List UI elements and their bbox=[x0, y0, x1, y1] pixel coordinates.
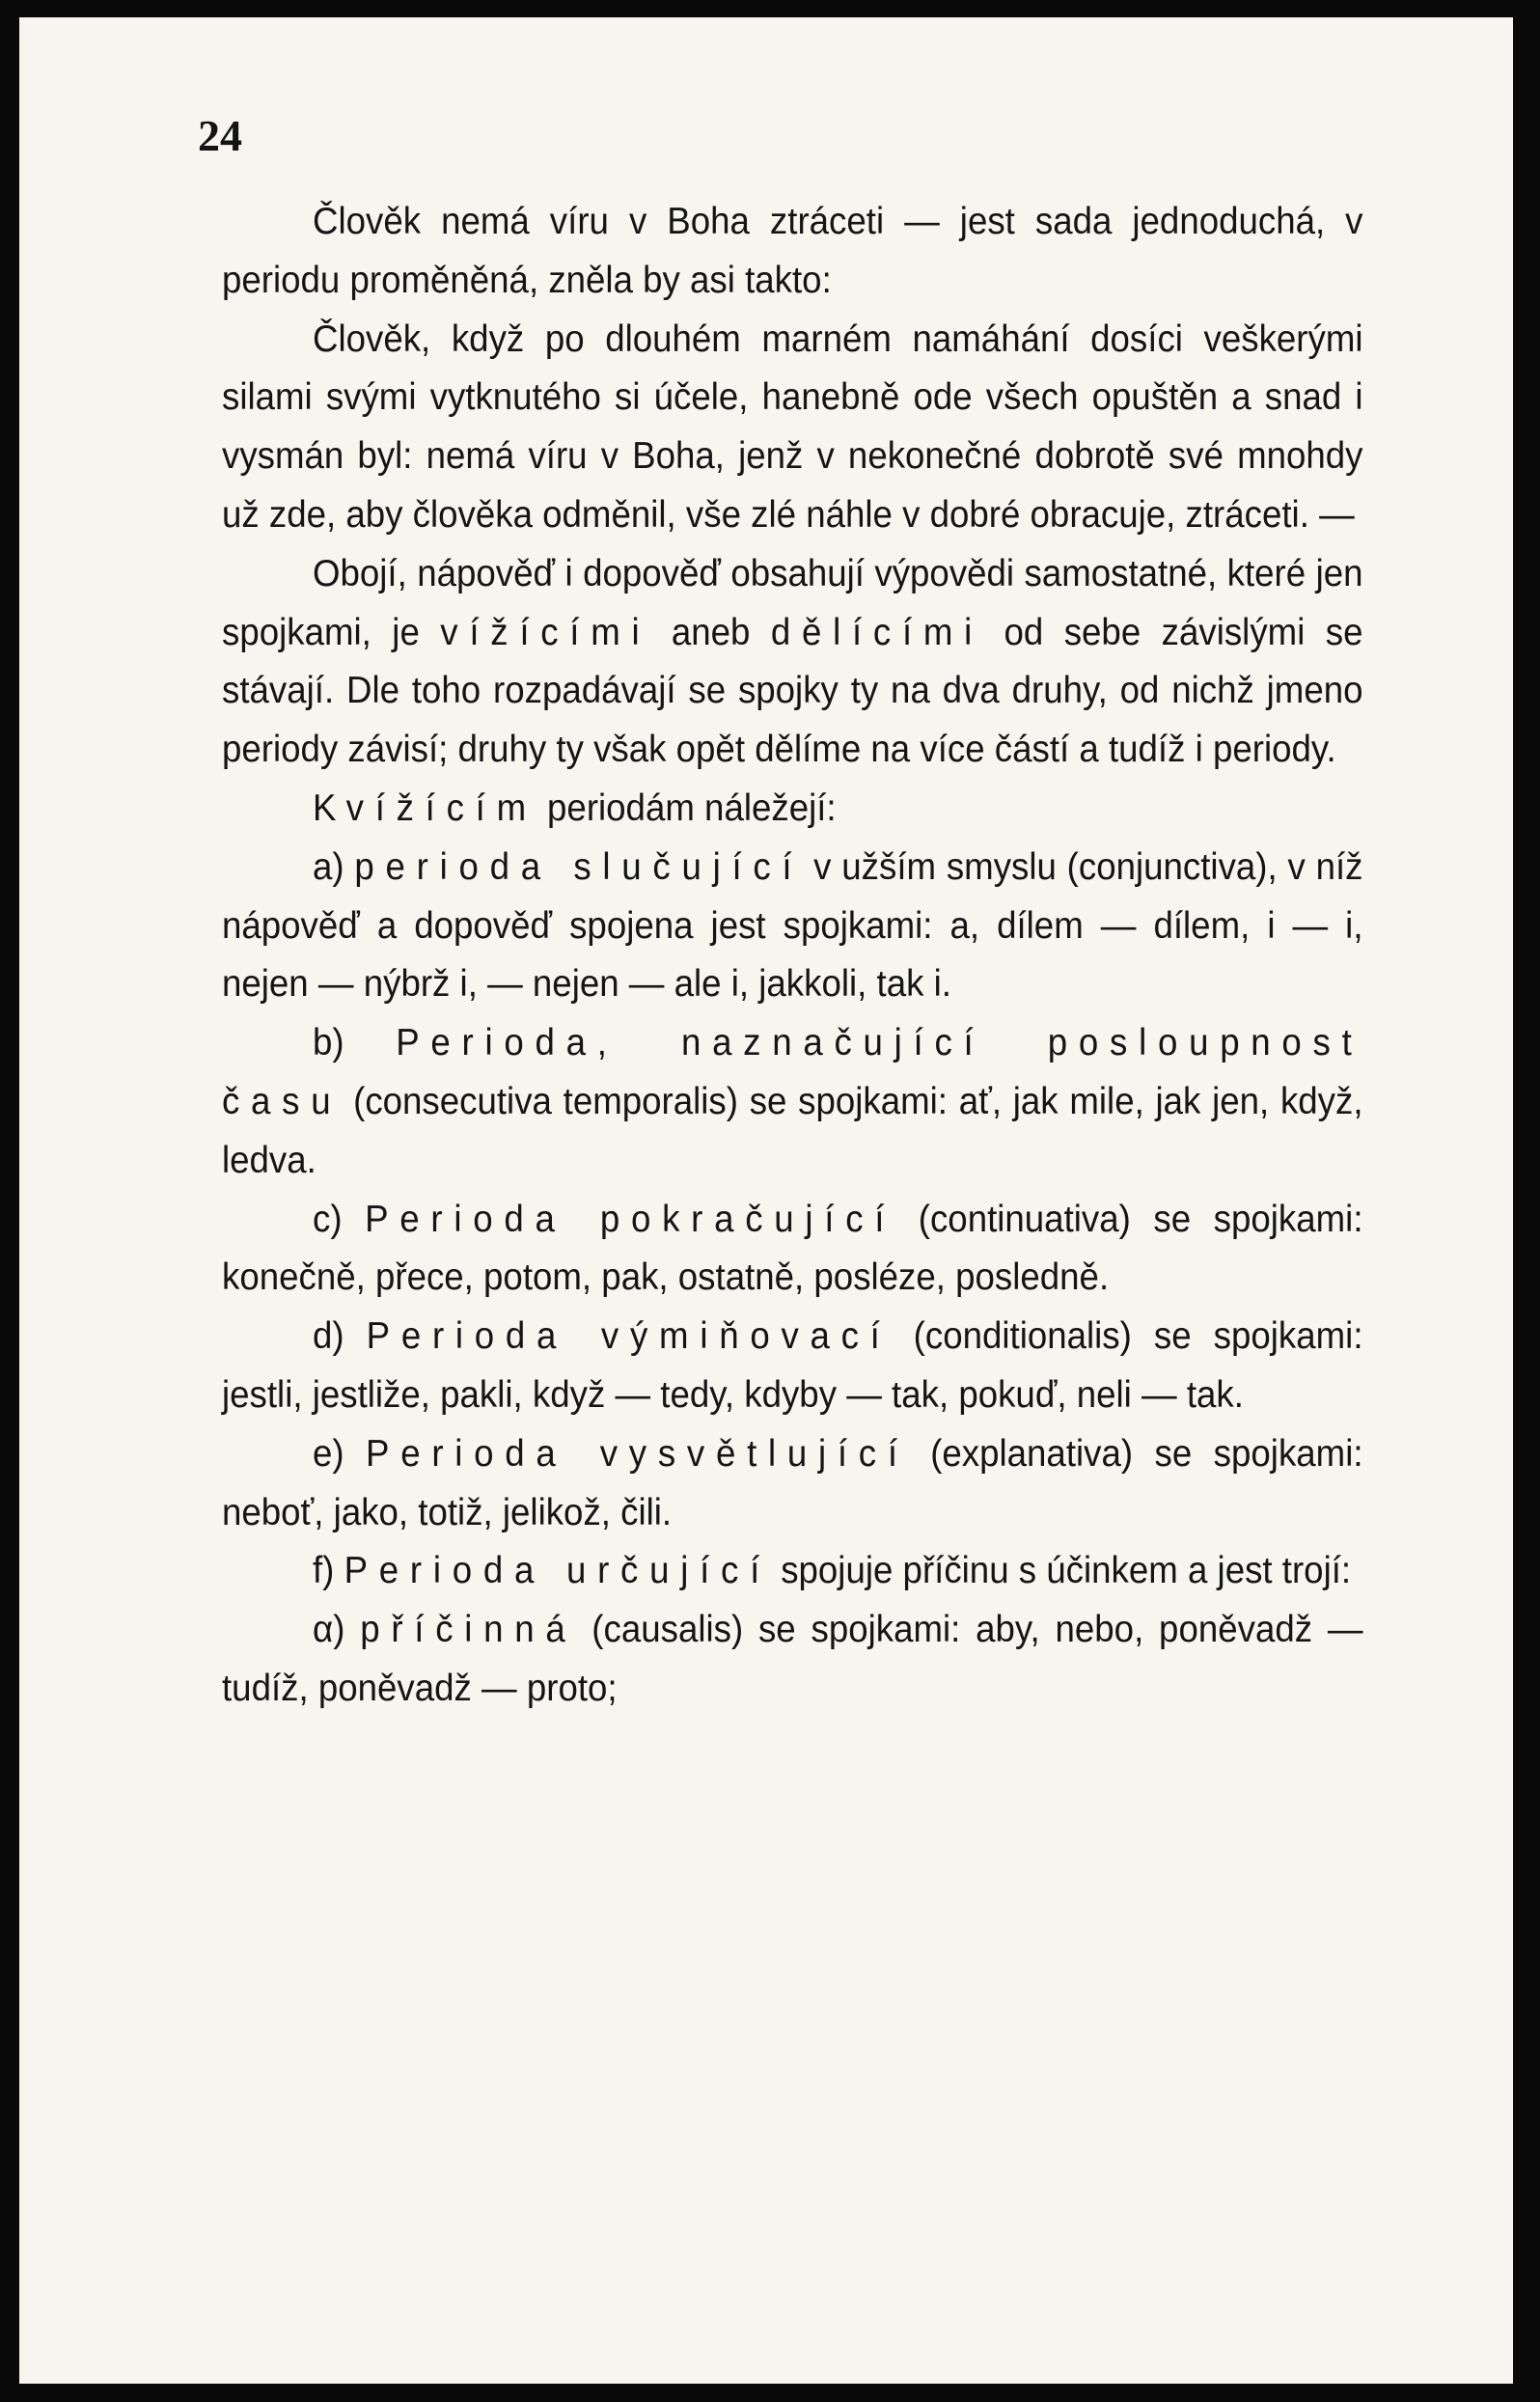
spaced-emphasis-text: vížícími bbox=[440, 611, 651, 653]
spaced-emphasis-text: Perioda výmiňovací bbox=[366, 1315, 892, 1358]
text-run: c) bbox=[313, 1198, 366, 1240]
text-run: d) bbox=[313, 1315, 367, 1358]
paragraph bbox=[222, 311, 1363, 545]
text-run: Člověk, když po dlouhém marném namáhání dosíci veškerými silami svými vytknutého si účele, hanebně ode všech opuštěn a snad i vysmán byl: nemá víru v Boha, jenž v nekonečné dobrotě své mnohdy už zde, aby člověka odměnil, vše zlé náhle v dobré obracuje, ztráceti. — bbox=[222, 318, 1363, 536]
text-run: K bbox=[313, 787, 346, 829]
spaced-emphasis-text: perioda slučující bbox=[354, 845, 804, 888]
paragraph bbox=[222, 1308, 1363, 1425]
text-run: f) bbox=[313, 1550, 344, 1592]
book-page bbox=[19, 17, 1513, 2384]
spaced-emphasis-text: Perioda určující bbox=[344, 1550, 772, 1592]
text-run: b) bbox=[313, 1022, 397, 1064]
page-body-text bbox=[222, 193, 1363, 1719]
text-run: Obojí, nápověď i dopověď obsahují výpovědi samostatné, které jen spojkami, je bbox=[222, 552, 1363, 653]
text-run: Člověk nemá víru v Boha ztráceti — jest sada jednoduchá, v periodu proměněná, zněla by asi takto: bbox=[222, 201, 1363, 301]
spaced-emphasis-text: vížícím bbox=[345, 787, 537, 829]
text-run: aneb bbox=[650, 611, 771, 653]
paragraph bbox=[222, 1601, 1363, 1719]
paragraph bbox=[222, 1191, 1363, 1309]
text-run: (conditionalis) se spojkami: jestli, jestliže, pakli, když — tedy, kdyby — tak, pokuď, neli — tak. bbox=[222, 1315, 1363, 1416]
page-number: 24 bbox=[198, 111, 242, 160]
text-run: a) bbox=[313, 845, 355, 888]
paragraph bbox=[222, 839, 1363, 1014]
text-run: v užším smyslu (conjunctiva), v níž nápověď a dopověď spojena jest spojkami: a, dílem — dílem, i — i, nejen — nýbrž i, — nejen — ale i, jakkoli, tak i. bbox=[222, 845, 1363, 1006]
spaced-emphasis-text: Perioda pokračující bbox=[365, 1198, 896, 1240]
paragraph bbox=[222, 1542, 1363, 1601]
text-run: (continuativa) se spojkami: konečně, přece, potom, pak, ostatně, posléze, posledně. bbox=[222, 1198, 1363, 1299]
text-run: (explanativa) se spojkami: neboť, jako, totiž, jelikož, čili. bbox=[222, 1432, 1363, 1533]
paragraph bbox=[222, 545, 1363, 780]
paragraph bbox=[222, 193, 1363, 311]
spaced-emphasis-text: příčinná bbox=[360, 1609, 577, 1651]
spaced-emphasis-text: dělícími bbox=[770, 611, 984, 653]
text-run: periodám náležejí: bbox=[536, 787, 837, 829]
text-run: spojuje příčinu s účinkem a jest trojí: bbox=[771, 1550, 1352, 1592]
spaced-emphasis-text: Perioda vysvětlující bbox=[366, 1432, 909, 1475]
text-run: od sebe závislými se stávají. Dle toho rozpadávají se spojky ty na dva druhy, od nichž jmeno periody závisí; druhy ty však opět dělíme na více částí a tudíž i periody. bbox=[222, 611, 1363, 771]
paragraph bbox=[222, 780, 1363, 839]
paragraph bbox=[222, 1425, 1363, 1543]
text-run: (consecutiva temporalis) se spojkami: ať, jak mile, jak jen, když, ledva. bbox=[222, 1080, 1363, 1181]
paragraph bbox=[222, 1014, 1363, 1190]
text-run: (causalis) se spojkami: aby, nebo, poněvadž — tudíž, poněvadž — proto; bbox=[222, 1609, 1363, 1709]
spaced-emphasis-text: Perioda, naznačující posloupnost času bbox=[222, 1022, 1363, 1122]
text-run: α) bbox=[313, 1609, 361, 1651]
text-run: e) bbox=[313, 1432, 367, 1475]
